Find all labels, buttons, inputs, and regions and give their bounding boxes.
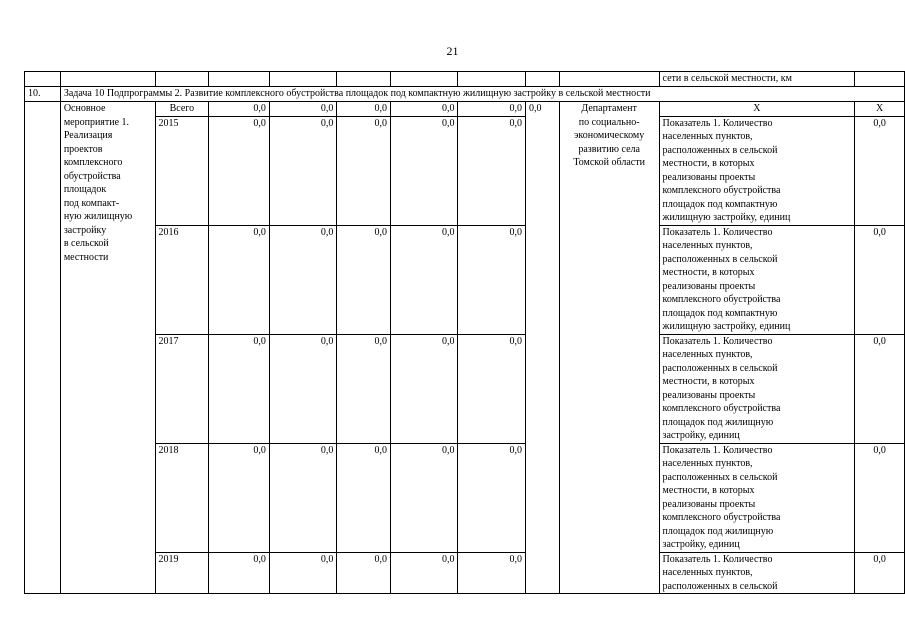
year-row bbox=[25, 116, 905, 225]
value-cell: 0,0 bbox=[390, 102, 457, 117]
indicator-cell: Показатель 1. Количество населенных пунктов, расположенных в сельской местности, в которых реализованы проекты комплексного обустройства площадок под компактную жилищную застройку, единиц bbox=[659, 116, 855, 225]
value-cell: 0,0 bbox=[209, 225, 270, 334]
indicator-cell: X bbox=[659, 102, 855, 117]
year-cell: 2017 bbox=[155, 334, 209, 443]
value-cell: 0,0 bbox=[209, 443, 270, 552]
total-row bbox=[25, 102, 905, 117]
value-cell: 0,0 bbox=[337, 225, 391, 334]
value-cell: 0,0 bbox=[390, 443, 457, 552]
indicator-value: 0,0 bbox=[855, 334, 905, 443]
year-row bbox=[25, 225, 905, 334]
value-cell: 0,0 bbox=[269, 102, 336, 117]
year-row bbox=[25, 443, 905, 552]
value-cell: 0,0 bbox=[458, 102, 525, 117]
value-cell: 0,0 bbox=[390, 225, 457, 334]
activity-name: Основное мероприятие 1. Реализация проектов комплексного обустройства площадок под компакт- ную жилищную застройку в сельской местности bbox=[60, 102, 155, 594]
value-cell: 0,0 bbox=[269, 552, 336, 594]
task-row bbox=[25, 87, 905, 102]
year-cell: 2018 bbox=[155, 443, 209, 552]
year-cell: 2016 bbox=[155, 225, 209, 334]
indicator-value: 0,0 bbox=[855, 116, 905, 225]
indicator-cell: Показатель 1. Количество населенных пунктов, расположенных в сельской bbox=[659, 552, 855, 594]
value-cell: 0,0 bbox=[209, 102, 270, 117]
value-cell: 0,0 bbox=[209, 334, 270, 443]
continuation-row bbox=[25, 72, 905, 87]
value-cell: 0,0 bbox=[458, 116, 525, 225]
value-cell: 0,0 bbox=[458, 552, 525, 594]
indicator-cell: Показатель 1. Количество населенных пунктов, расположенных в сельской местности, в которых реализованы проекты комплексного обустройства площадок под компактную жилищную застройку, единиц bbox=[659, 225, 855, 334]
value-cell: 0,0 bbox=[458, 334, 525, 443]
year-cell: 2015 bbox=[155, 116, 209, 225]
value-cell: 0,0 bbox=[337, 334, 391, 443]
value-cell: 0,0 bbox=[337, 443, 391, 552]
program-table bbox=[24, 71, 905, 594]
indicator-value: X bbox=[855, 102, 905, 117]
value-cell: 0,0 bbox=[458, 225, 525, 334]
value-cell: 0,0 bbox=[269, 225, 336, 334]
indicator-value: 0,0 bbox=[855, 225, 905, 334]
indicator-cell: Показатель 1. Количество населенных пунктов, расположенных в сельской местности, в которых реализованы проекты комплексного обустройства площадок под жилищную застройку, единиц bbox=[659, 443, 855, 552]
indicator-value: 0,0 bbox=[855, 443, 905, 552]
value-cell: 0,0 bbox=[269, 443, 336, 552]
value-cell: 0,0 bbox=[390, 334, 457, 443]
page-number: 21 bbox=[446, 44, 459, 58]
value-cell: 0,0 bbox=[337, 116, 391, 225]
indicator-value: 0,0 bbox=[855, 552, 905, 594]
value-cell: 0,0 bbox=[209, 116, 270, 225]
value-cell: 0,0 bbox=[269, 334, 336, 443]
year-row bbox=[25, 552, 905, 594]
task-title: Задача 10 Подпрограммы 2. Развитие комплексного обустройства площадок под компактную жилищную застройку в сельской местности bbox=[60, 87, 904, 102]
value-cell: 0,0 bbox=[525, 102, 559, 594]
value-cell: 0,0 bbox=[458, 443, 525, 552]
value-cell: 0,0 bbox=[390, 116, 457, 225]
indicator-cell: сети в сельской местности, км bbox=[659, 72, 855, 87]
value-cell: 0,0 bbox=[390, 552, 457, 594]
year-row bbox=[25, 334, 905, 443]
value-cell: 0,0 bbox=[337, 102, 391, 117]
indicator-cell: Показатель 1. Количество населенных пунктов, расположенных в сельской местности, в которых реализованы проекты комплексного обустройства площадок под жилищную застройку, единиц bbox=[659, 334, 855, 443]
value-cell: 0,0 bbox=[209, 552, 270, 594]
value-cell: 0,0 bbox=[337, 552, 391, 594]
department-cell: Департамент по социально- экономическому развитию села Томской области bbox=[559, 102, 659, 594]
value-cell: 0,0 bbox=[269, 116, 336, 225]
total-label: Всего bbox=[155, 102, 209, 117]
row-number: 10. bbox=[25, 87, 61, 102]
year-cell: 2019 bbox=[155, 552, 209, 594]
